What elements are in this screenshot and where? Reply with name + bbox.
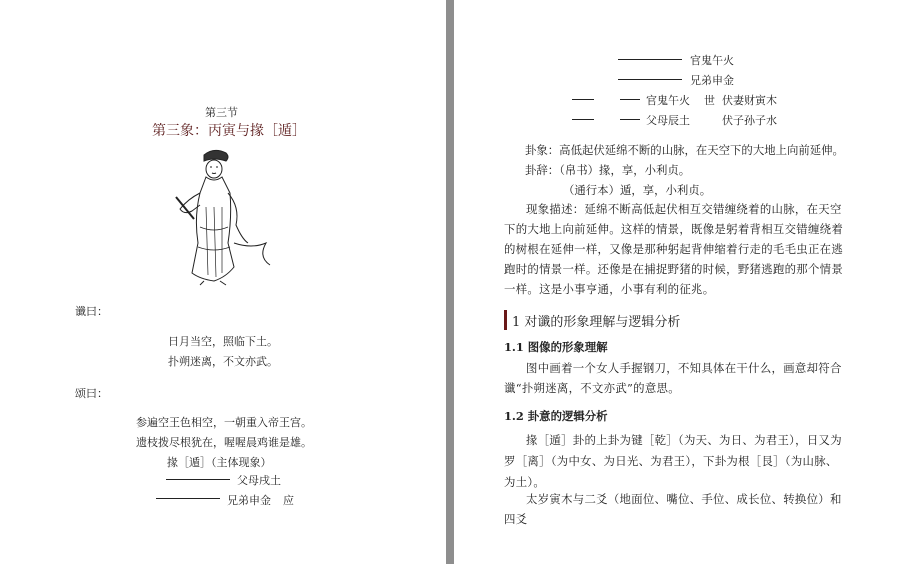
xianxiang-paragraph: 现象描述：延绵不断高低起伏相互交错缠绕着的山脉，在天空下的大地上向前延伸。这样的情景，既像是躬着背相互交错缠绕着的树根在延伸一样，又像是那种躬起背伸缩着行走的毛毛虫正在逃跑时的情景一样。还像是在捕捉野猪的时候，野猪逃跑的那个情景一样。这是小事亨通，小事有利的征兆。: [504, 202, 844, 296]
yang-line: [156, 498, 220, 499]
shi-mark: 世: [704, 94, 715, 107]
line-label: 兄弟申金: [227, 494, 271, 507]
yin-line-right: [620, 99, 640, 100]
yin-line-left: [572, 119, 594, 120]
heading-1-1: 1.1 图像的形象理解: [504, 340, 608, 354]
song-label: 颂曰：: [75, 387, 108, 400]
fu-note: 伏子孙子水: [722, 114, 777, 127]
chen-line-2: 扑朔迷离，不文亦武。: [168, 355, 278, 368]
yang-line: [166, 479, 230, 480]
gua-xiang: 卦象：高低起伏延绵不断的山脉，在天空下的大地上向前延伸。: [525, 143, 844, 157]
song-line-2: 遗枝拨尽根犹在，喔喔晨鸡谁是雄。: [136, 436, 312, 449]
yin-line-left: [572, 99, 594, 100]
chen-line-1: 日月当空，照临下土。: [168, 335, 278, 348]
heading-1-2: 1.2 卦意的逻辑分析: [504, 409, 608, 423]
gua-ci-tongxing: （通行本）遁，享，小利贞。: [563, 183, 712, 197]
left-page: [0, 0, 446, 564]
yang-line: [618, 79, 682, 80]
paragraph-1-3: 太岁寅木与二爻（地面位、嘴位、手位、成长位、转换位）和四爻: [504, 492, 842, 526]
hexagram-caption: 掾［遁］（主体现象）: [167, 456, 272, 469]
section-number: 第三节: [205, 106, 238, 119]
fu-note: 伏妻财寅木: [722, 94, 777, 107]
heading-bar: [504, 310, 507, 330]
yang-line: [618, 59, 682, 60]
woman-figure-illustration: [170, 147, 280, 287]
section-title: 第三象：丙寅与掾［遁］: [152, 123, 306, 139]
line-label: 兄弟申金: [690, 74, 734, 87]
right-page: [454, 0, 900, 564]
ying-mark: 应: [283, 494, 294, 507]
paragraph-1-1: 图中画着一个女人手握钢刀，不知具体在干什么，画意却符合谶“扑朔迷离，不文亦武”的意思。: [504, 361, 842, 395]
gua-ci-boshu: （帛书）掾，享，小利贞。: [559, 163, 691, 177]
gua-ci-label: 卦辞：: [525, 163, 560, 177]
yin-line-right: [620, 119, 640, 120]
line-label: 官鬼午火: [646, 94, 690, 107]
paragraph-1-2: 掾［遁］卦的上卦为键［乾］（为天、为日、为君王），日又为罗［离］（为中女、为日光、为君王），下卦为根［艮］（为山脉、为土）。: [504, 433, 842, 489]
line-label: 父母辰土: [646, 114, 690, 127]
heading-1: 1 对谶的形象理解与逻辑分析: [512, 315, 681, 330]
gua-ci-line-1: [525, 160, 690, 180]
line-label: 官鬼午火: [690, 54, 734, 67]
song-line-1: 参遍空王色相空，一朝重入帝王宫。: [136, 416, 312, 429]
line-label: 父母戌土: [237, 474, 281, 487]
chen-label: 谶曰：: [75, 305, 108, 318]
